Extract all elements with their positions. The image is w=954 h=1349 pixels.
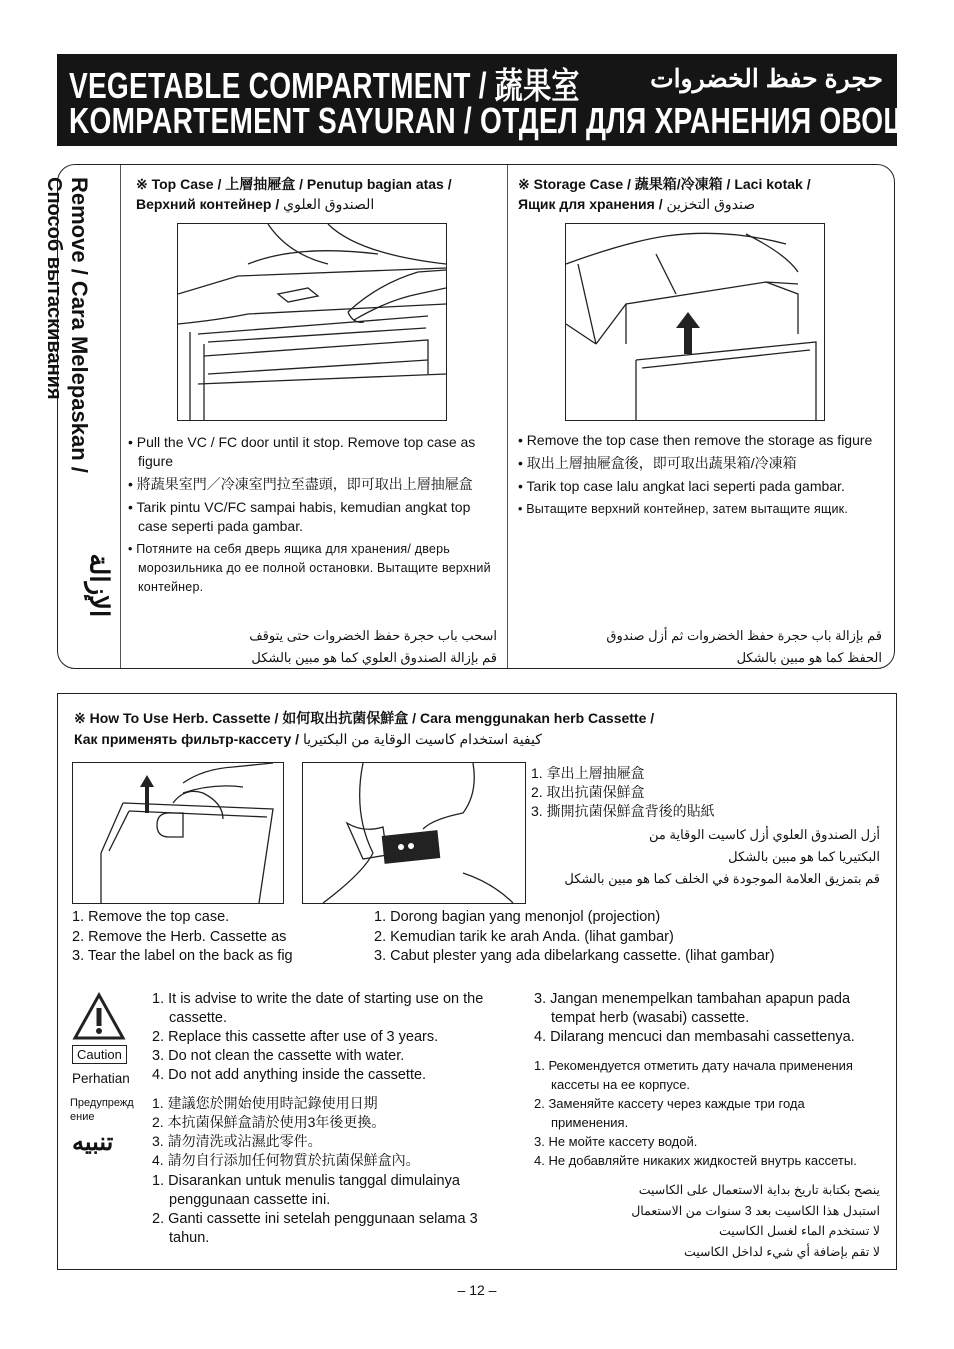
- list-item: • Tarik pintu VC/FC sampai habis, kemudian angkat top case seperti pada gambar.: [128, 499, 471, 534]
- remove-cassette-illustration: [72, 762, 284, 904]
- remove-side-label: [43, 165, 121, 668]
- list-item: 2. 取出抗菌保鮮盒: [531, 784, 645, 800]
- header-title-arabic: حجرة حفظ الخضروات: [650, 65, 883, 93]
- list-item: 4. Dilarang mencuci dan membasahi cassettenya.: [534, 1029, 855, 1045]
- list-item: 3. Не мойте кассету водой.: [534, 1134, 698, 1149]
- storage-case-arabic-text: قم بإزالة باب حجرة حفظ الخضروات ثم أزل صندوق الحفظ كما هو مبين بالشكل: [606, 628, 882, 665]
- tear-label-illustration: [302, 762, 526, 904]
- page-number: – 12 –: [457, 1282, 497, 1298]
- list-item: 2. 本抗菌保鮮盒請於使用3年後更換。: [152, 1114, 386, 1130]
- list-item: 4. Do not add anything inside the cassette.: [152, 1067, 427, 1083]
- remove-section: [43, 164, 895, 669]
- list-item: • Remove the top case then remove the storage as figure: [518, 432, 873, 448]
- arrow-up-icon: [676, 312, 700, 354]
- cassette-steps-english: [72, 908, 293, 967]
- list-item: 2. Remove the Herb. Cassette as: [72, 928, 287, 945]
- caution-list-chinese: [152, 1094, 512, 1170]
- cassette-steps-indonesian: [374, 908, 775, 967]
- storage-case-illustration: [565, 223, 825, 421]
- list-item: 1. Dorong bagian yang menonjol (projection): [374, 909, 661, 925]
- list-item: • Вытащите верхний контейнер, затем вытащите ящик.: [518, 502, 849, 516]
- list-item: 1. It is advise to write the date of starting use on the cassette.: [152, 991, 484, 1026]
- storage-case-instructions: [518, 431, 888, 523]
- list-item: 3. Cabut plester yang ada dibelarkang cassette. (lihat gambar): [374, 948, 775, 964]
- side-label-line2: Способ вытаскивания: [43, 177, 65, 400]
- list-item: • 將蔬果室門／冷凍室門拉至盡頭，即可取出上層抽屜盒: [128, 476, 473, 492]
- cassette-steps-arabic: [564, 824, 880, 890]
- list-item: 3. Tear the label on the back as fig: [72, 948, 293, 964]
- caution-label-indonesian: Perhatian: [72, 1071, 130, 1086]
- caution-list-arabic: [631, 1180, 880, 1262]
- list-item: 1. Remove the top case.: [72, 909, 230, 925]
- list-item: 2. Replace this cassette after use of 3 years.: [152, 1029, 439, 1045]
- list-item: • Tarik top case lalu angkat laci seperti pada gambar.: [518, 478, 845, 494]
- caution-list-indonesian-2: [534, 990, 884, 1047]
- list-item: لا تستخدم الماء لغسل الكاسيت: [719, 1224, 880, 1238]
- caution-list-russian: [534, 1056, 884, 1170]
- list-item: البكتيريا كما هو مبين بالشكل: [728, 849, 880, 864]
- warning-icon: [72, 992, 126, 1042]
- list-item: 2. Kemudian tarik ke arah Anda. (lihat gambar): [374, 928, 674, 945]
- list-item: • Pull the VC / FC door until it stop. Remove top case as figure: [128, 434, 476, 469]
- side-label-arabic: الإزالة: [84, 553, 115, 618]
- caution-label: Caution: [72, 1045, 127, 1064]
- list-item: 1. Рекомендуется отметить дату начала применения кассеты на ее корпусе.: [534, 1058, 853, 1092]
- list-item: أزل الصندوق العلوي أزل كاسيت الوقاية من: [649, 827, 880, 842]
- list-item: • 取出上層抽屜盒後，即可取出蔬果箱/冷凍箱: [518, 455, 797, 471]
- list-item: 3. Jangan menempelkan tambahan apapun pada tempat herb (wasabi) cassette.: [534, 991, 851, 1026]
- header-title-line1: VEGETABLE COMPARTMENT / 蔬果室: [69, 65, 580, 106]
- list-item: قم بتمزيق العلامة الموجودة في الخلف كما هو مبين بالشكل: [564, 871, 880, 886]
- list-item: لا تقم بإضافة أي شيء لداخل الكاسيت: [683, 1244, 880, 1259]
- list-item: • Потяните на себя дверь ящика для хранения/ дверь морозильника до ее полной остановки. Вытащите верхний контейнер.: [128, 542, 491, 594]
- cassette-steps-chinese: [531, 764, 715, 821]
- list-item: 1. 拿出上層抽屜盒: [531, 765, 645, 781]
- list-item: 1. 建議您於開始使用時記錄使用日期: [152, 1095, 378, 1111]
- list-item: استبدل هذا الكاسيت بعد 3 سنوات من الاستعمال: [631, 1203, 880, 1218]
- list-item: 2. Ganti cassette ini setelah penggunaan selama 3 tahun.: [152, 1211, 478, 1246]
- top-case-illustration: [177, 223, 447, 421]
- list-item: 1. Disarankan untuk menulis tanggal dimulainya penggunaan cassette ini.: [152, 1173, 460, 1208]
- top-case-column: [120, 165, 508, 668]
- herb-cassette-title: ※ How To Use Herb. Cassette / 如何取出抗菌保鮮盒 / Cara menggunakan herb Cassette / Как применять фильтр-кассету / كيفية استخدام كاسيت الوقاية من البكتيريا: [74, 710, 655, 747]
- top-case-title: ※ Top Case / 上層抽屜盒 / Penutup bagian atas / Верхний контейнер / الصندوق العلوي: [136, 176, 452, 212]
- side-label-line1: Remove / Cara Melepaskan /: [67, 177, 92, 473]
- list-item: 2. Заменяйте кассету через каждые три года применения.: [534, 1096, 805, 1130]
- caution-label-russian: Предупреждение: [70, 1097, 134, 1123]
- storage-case-title: ※ Storage Case / 蔬果箱/冷凍箱 / Laci kotak / Ящик для хранения / صندوق التخزين: [518, 176, 811, 212]
- list-item: 3. Do not clean the cassette with water.: [152, 1048, 405, 1064]
- list-item: 4. 請勿自行添加任何物質於抗菌保鮮盒內。: [152, 1152, 420, 1168]
- header-title-line2: KOMPARTEMENT SAYURAN / ОТДЕЛ ДЛЯ ХРАНЕНИЯ ОВОЩЕЙ: [69, 100, 952, 141]
- top-case-arabic-text: اسحب باب حجرة حفظ الخضروات حتى يتوقف قم بإزالة الصندوق العلوي كما هو مبين بالشكل: [249, 628, 497, 665]
- caution-list-indonesian-1: [152, 1172, 502, 1248]
- list-item: 4. Не добавляйте никаких жидкостей внутрь кассеты.: [534, 1153, 857, 1168]
- caution-label-arabic: تنبيه: [72, 1129, 114, 1156]
- arrow-up-icon: [140, 775, 154, 813]
- caution-list-english: [152, 990, 512, 1085]
- list-item: 3. 撕開抗菌保鮮盒背後的貼紙: [531, 803, 715, 819]
- list-item: 3. 請勿清洗或沾濕此零件。: [152, 1133, 322, 1149]
- herb-cassette-section: [57, 693, 897, 1270]
- top-case-instructions: [128, 433, 500, 601]
- list-item: ينصح بكتابة تاريخ بداية الاستعمال على الكاسيت: [638, 1183, 880, 1197]
- page-header: [57, 54, 952, 146]
- storage-case-column: [508, 165, 894, 668]
